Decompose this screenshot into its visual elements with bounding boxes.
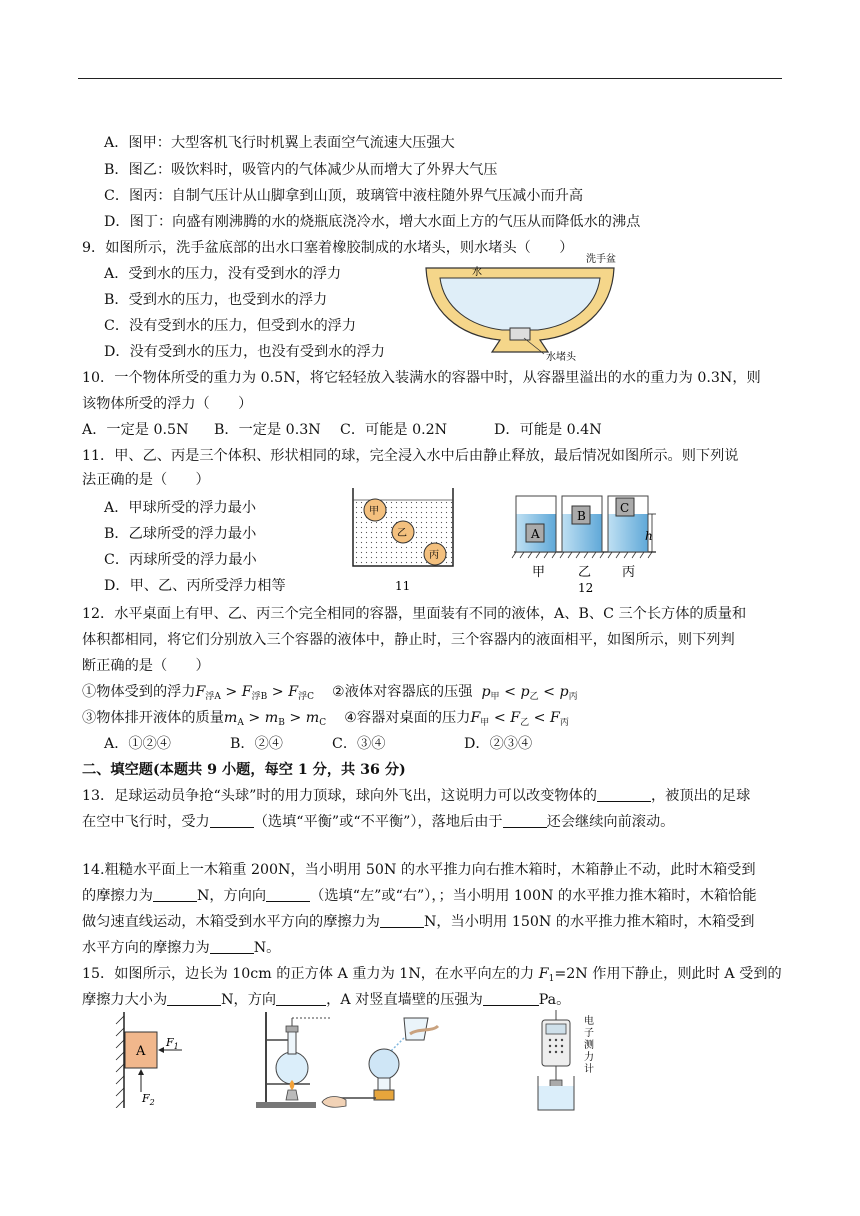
q9-option-d: D．没有受到水的压力，也没有受到水的浮力 bbox=[104, 344, 385, 360]
block-a-label: A bbox=[531, 527, 540, 541]
fig11-caption: 11 bbox=[395, 579, 411, 593]
q12-option-c: C．③④ bbox=[332, 736, 386, 752]
basin-figure bbox=[420, 250, 620, 362]
meter-label-1: 电 bbox=[584, 1016, 594, 1027]
q10-option-a: A．一定是 0.5N bbox=[82, 422, 189, 438]
answer-blank[interactable] bbox=[167, 991, 221, 1006]
answer-blank[interactable] bbox=[266, 887, 310, 902]
block-label: A bbox=[136, 1044, 146, 1059]
answer-blank[interactable] bbox=[597, 787, 651, 802]
meter-label-3: 测 bbox=[584, 1040, 594, 1051]
container-jia-label: 甲 bbox=[532, 565, 546, 580]
containers-figure bbox=[508, 490, 668, 598]
q12-stem-line1: 12．水平桌面上有甲、乙、丙三个完全相同的容器，里面装有不同的液体，A、B、C 三个长方体的质量和 bbox=[82, 606, 747, 622]
q14-line3: 做匀速直线运动，木箱受到水平方向的摩擦力为 N，当小明用 150N 的水平推力推木箱时，木箱受到 bbox=[82, 914, 755, 930]
ball-bing-label: 丙 bbox=[429, 550, 439, 561]
q12-option-b: B．②④ bbox=[230, 736, 283, 752]
q15-line1: 15．如图所示，边长为 10cm 的正方体 A 重力为 1N，在水平向左的力 $F_1=2N$ 作用下静止，则此时 A 受到的 bbox=[82, 966, 782, 984]
q9-option-a: A．受到水的压力，没有受到水的浮力 bbox=[104, 266, 342, 282]
q8-option-c: C．图丙：自制气压计从山脚拿到山顶，玻璃管中液柱随外界气压减小而升高 bbox=[104, 188, 584, 204]
q12-statement-1-2: ①物体受到的浮力$F_{浮A} > F_{浮B} > F_{浮C}$ ②液体对容器底的压强 $p_甲 < p_乙 < p_丙$ bbox=[82, 684, 578, 702]
q10-option-c: C．可能是 0.2N bbox=[340, 422, 448, 438]
q12-option-a: A．①②④ bbox=[104, 736, 171, 752]
q14-line1: 14.粗糙水平面上一木箱重 200N，当小明用 50N 的水平推力向右推木箱时，木箱静止不动，此时木箱受到 bbox=[82, 862, 756, 878]
container-yi-label: 乙 bbox=[578, 565, 592, 580]
meter-label-4: 力 bbox=[584, 1052, 594, 1063]
answer-blank[interactable] bbox=[276, 991, 326, 1006]
block-b-label: B bbox=[577, 509, 586, 523]
pour-water-figure bbox=[320, 1014, 440, 1114]
q11-option-d: D．甲、乙、丙所受浮力相等 bbox=[104, 578, 286, 594]
q10-option-d: D．可能是 0.4N bbox=[494, 422, 602, 438]
force-f2-label: $F_2$ bbox=[142, 1092, 155, 1107]
q10-stem-line2: 该物体所受的浮力（ ） bbox=[82, 396, 253, 412]
q12-statement-3-4: ③物体排开液体的质量$m_A > m_B > m_C$ ④容器对桌面的压力$F_甲 < F_乙 < F_丙$ bbox=[82, 710, 569, 728]
water-label: 水 bbox=[472, 267, 482, 278]
q10-stem-line1: 10．一个物体所受的重力为 0.5N，将它轻轻放入装满水的容器中时，从容器里溢出的水的重力为 0.3N，则 bbox=[82, 370, 761, 386]
basin-label: 洗手盆 bbox=[586, 254, 616, 265]
height-label: h bbox=[645, 529, 653, 543]
ball-jia-label: 甲 bbox=[369, 506, 379, 517]
block-c-label: C bbox=[620, 501, 630, 515]
answer-blank[interactable] bbox=[380, 913, 424, 928]
balls-figure bbox=[345, 486, 461, 596]
wall-block-figure bbox=[112, 1012, 192, 1108]
container-bing-label: 丙 bbox=[622, 565, 636, 580]
q13-line1: 13．足球运动员争抢“头球”时的用力顶球，球向外飞出，这说明力可以改变物体的 ，被顶出的足球 bbox=[82, 788, 751, 804]
q9-option-c: C．没有受到水的压力，但受到水的浮力 bbox=[104, 318, 357, 334]
q14-line4: 水平方向的摩擦力为 N。 bbox=[82, 940, 281, 956]
q12-stem-line3: 断正确的是（ ） bbox=[82, 658, 210, 674]
answer-blank[interactable] bbox=[210, 813, 254, 828]
q15-line2: 摩擦力大小为 N，方向 ，A 对竖直墙壁的压强为 Pa。 bbox=[82, 992, 571, 1008]
meter-label-5: 计 bbox=[584, 1064, 594, 1075]
plug-label: 水堵头 bbox=[546, 352, 576, 362]
q11-stem-line1: 11．甲、乙、丙是三个体积、形状相同的球，完全浸入水中后由静止释放，最后情况如图所示。则下列说 bbox=[82, 448, 739, 464]
fig12-caption: 12 bbox=[578, 581, 594, 595]
q13-line2: 在空中飞行时，受力 （选填“平衡”或“不平衡”），落地后由于 还会继续向前滚动。 bbox=[82, 814, 675, 830]
q11-option-b: B．乙球所受的浮力最小 bbox=[104, 526, 257, 542]
q10-option-b: B．一定是 0.3N bbox=[214, 422, 321, 438]
answer-blank[interactable] bbox=[483, 991, 539, 1006]
q8-option-a: A．图甲：大型客机飞行时机翼上表面空气流速大压强大 bbox=[104, 135, 455, 151]
force-f1-label: $F_1$ bbox=[166, 1036, 179, 1051]
q11-stem-line2: 法正确的是（ ） bbox=[82, 472, 210, 488]
q12-stem-line2: 体积都相同，将它们分别放入三个容器的液体中，静止时，三个容器内的液面相平，如图所示，则下列判 bbox=[82, 632, 735, 648]
q11-option-a: A．甲球所受的浮力最小 bbox=[104, 500, 257, 516]
q11-option-c: C．丙球所受的浮力最小 bbox=[104, 552, 257, 568]
header-rule bbox=[78, 78, 782, 79]
force-meter-figure bbox=[532, 1010, 612, 1114]
q14-line2: 的摩擦力为 N，方向向 （选填“左”或“右”），；当小明用 100N 的水平推力推木箱时，木箱恰能 bbox=[82, 888, 757, 904]
q9-stem: 9．如图所示，洗手盆底部的出水口塞着橡胶制成的水堵头，则水堵头（ ） bbox=[82, 240, 574, 256]
answer-blank[interactable] bbox=[503, 813, 547, 828]
q12-option-d: D．②③④ bbox=[464, 736, 533, 752]
answer-blank[interactable] bbox=[153, 887, 197, 902]
q8-option-b: B．图乙：吸饮料时，吸管内的气体减少从而增大了外界大气压 bbox=[104, 162, 498, 178]
meter-label-2: 子 bbox=[584, 1028, 594, 1039]
q8-option-d: D．图丁：向盛有刚沸腾的水的烧瓶底浇冷水，增大水面上方的气压从而降低水的沸点 bbox=[104, 214, 641, 230]
ball-yi-label: 乙 bbox=[397, 528, 407, 539]
q9-option-b: B．受到水的压力，也受到水的浮力 bbox=[104, 292, 328, 308]
answer-blank[interactable] bbox=[210, 939, 254, 954]
section-heading: 二、填空题(本题共 9 小题，每空 1 分，共 36 分) bbox=[82, 762, 406, 778]
